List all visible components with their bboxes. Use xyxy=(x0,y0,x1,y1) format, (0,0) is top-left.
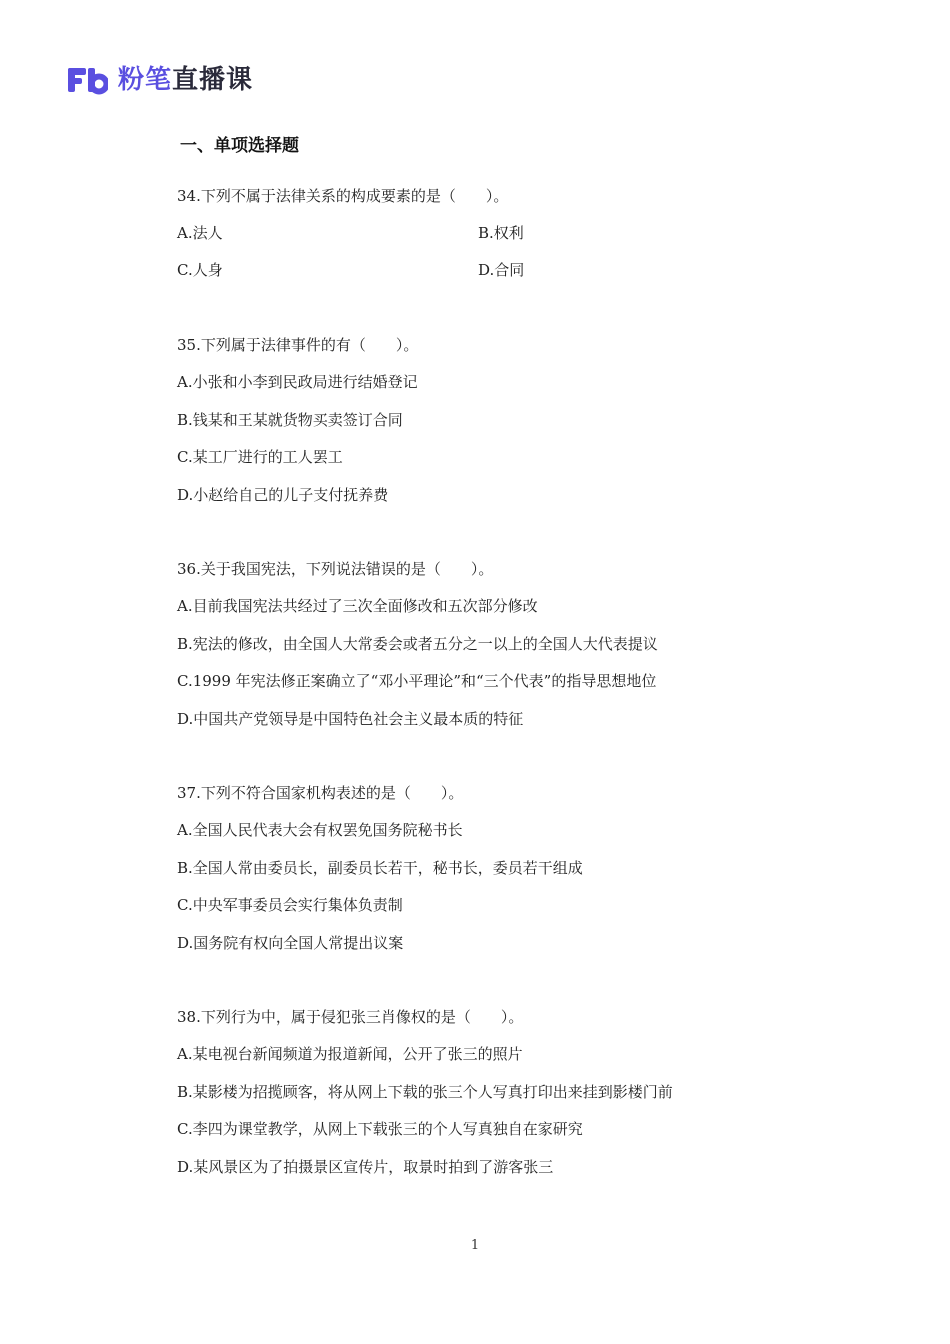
option-a: A.小张和小李到民政局进行结婚登记 xyxy=(177,373,418,391)
option-a: A.全国人民代表大会有权罢免国务院秘书长 xyxy=(177,821,463,839)
option-a: A.目前我国宪法共经过了三次全面修改和五次部分修改 xyxy=(177,597,538,615)
option-d: D.中国共产党领导是中国特色社会主义最本质的特征 xyxy=(177,709,524,728)
question-38 xyxy=(177,1006,777,1193)
page-number: 1 xyxy=(470,1238,480,1253)
option-d: D.国务院有权向全国人常提出议案 xyxy=(177,933,404,952)
question-35 xyxy=(177,334,777,521)
option-c: C.中央军事委员会实行集体负责制 xyxy=(177,896,403,914)
option-b: B.钱某和王某就货物买卖签订合同 xyxy=(177,410,403,429)
option-d: D.小赵给自己的儿子支付抚养费 xyxy=(177,485,389,504)
brand-name-colored: 粉笔 xyxy=(118,65,173,95)
option-d: D.某风景区为了拍摄景区宣传片，取景时拍到了游客张三 xyxy=(177,1157,554,1176)
option-d: D.合同 xyxy=(478,261,525,279)
option-a: A.某电视台新闻频道为报道新闻，公开了张三的照片 xyxy=(177,1045,523,1063)
option-c: C.某工厂进行的工人罢工 xyxy=(177,448,343,466)
question-36 xyxy=(177,558,777,745)
brand-name xyxy=(118,62,253,98)
option-grid xyxy=(177,222,777,281)
fb-logo-icon xyxy=(66,65,108,95)
question-stem: 36.关于我国宪法，下列说法错误的是（ ）。 xyxy=(177,560,494,578)
brand-name-dark: 直播课 xyxy=(172,65,254,95)
question-stem: 34.下列不属于法律关系的构成要素的是（ ）。 xyxy=(177,187,509,205)
option-b: B.某影楼为招揽顾客，将从网上下载的张三个人写真打印出来挂到影楼门前 xyxy=(177,1082,673,1101)
option-c: C.人身 xyxy=(177,261,223,279)
option-c: C.李四为课堂教学，从网上下载张三的个人写真独自在家研究 xyxy=(177,1120,583,1138)
brand-logo xyxy=(66,62,253,98)
question-stem: 35.下列属于法律事件的有（ ）。 xyxy=(177,336,419,354)
question-stem: 37.下列不符合国家机构表述的是（ ）。 xyxy=(177,784,464,802)
section-title: 一、单项选择题 xyxy=(180,136,299,156)
option-b: B.权利 xyxy=(478,224,524,242)
option-c: C.1999 年宪法修正案确立了“邓小平理论”和“三个代表”的指导思想地位 xyxy=(177,672,657,690)
option-b: B.宪法的修改，由全国人大常委会或者五分之一以上的全国人大代表提议 xyxy=(177,634,658,653)
option-a: A.法人 xyxy=(177,224,223,242)
question-37 xyxy=(177,782,777,969)
option-b: B.全国人常由委员长，副委员长若干，秘书长，委员若干组成 xyxy=(177,858,583,877)
question-34 xyxy=(177,185,777,281)
question-stem: 38.下列行为中，属于侵犯张三肖像权的是（ ）。 xyxy=(177,1008,524,1026)
